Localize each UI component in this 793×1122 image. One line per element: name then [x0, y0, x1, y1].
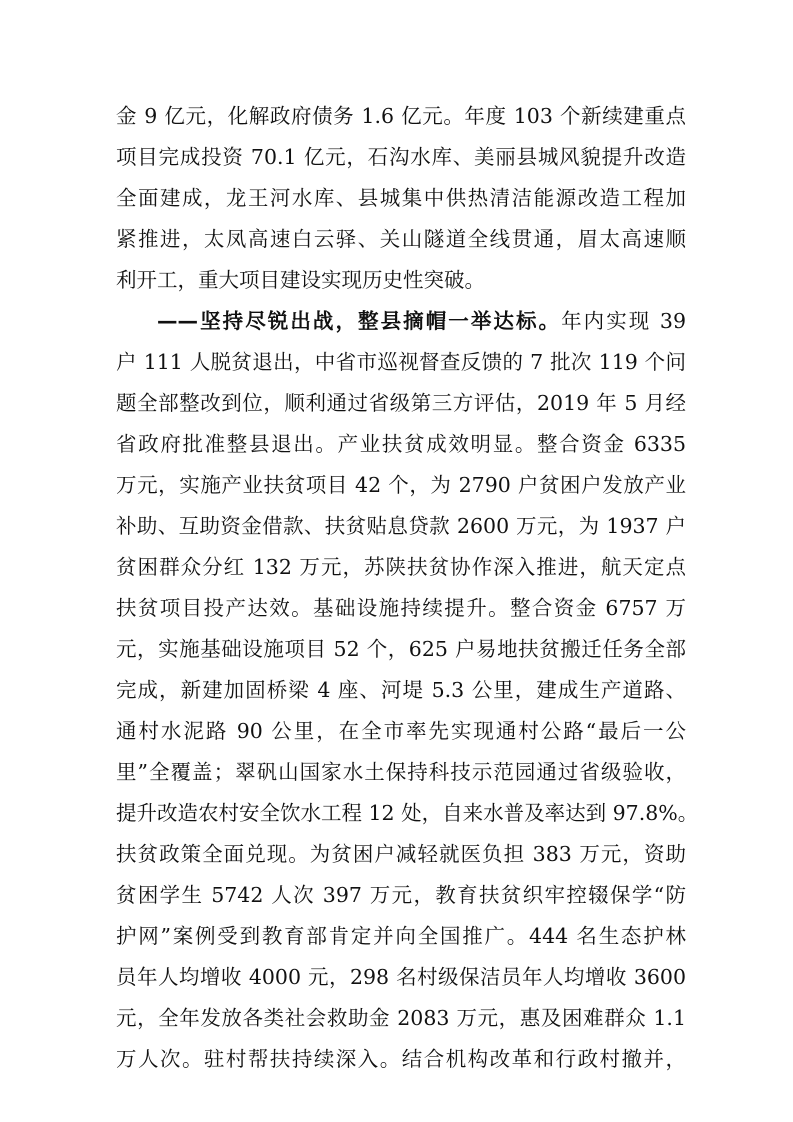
body-text-line: 扶贫项目投产达效。基础设施持续提升。整合资金 6757 万	[116, 596, 686, 620]
body-text-line: 通村水泥路 90 公里，在全市率先实现通村公路“最后一公	[116, 719, 686, 743]
section-lead-heading: ——坚持尽锐出战，整县摘帽一举达标。	[157, 309, 562, 333]
body-text-line: 省政府批准整县退出。产业扶贫成效明显。整合资金 6335	[116, 432, 686, 456]
body-text-line: 户 111 人脱贫退出，中省市巡视督查反馈的 7 批次 119 个问	[116, 350, 686, 374]
body-text: 年内实现 39	[561, 309, 686, 333]
body-text-line: 金 9 亿元，化解政府债务 1.6 亿元。年度 103 个新续建重点	[116, 104, 686, 128]
body-text-line: 项目完成投资 70.1 亿元，石沟水库、美丽县城风貌提升改造	[116, 145, 686, 169]
body-text-line: 紧推进，太凤高速白云驿、关山隧道全线贯通，眉太高速顺	[116, 227, 686, 251]
body-text-line: 元，全年发放各类社会救助金 2083 万元，惠及困难群众 1.1	[116, 1006, 686, 1030]
body-text-line: 万人次。驻村帮扶持续深入。结合机构改革和行政村撤并，	[116, 1047, 686, 1071]
body-text-line: 护网”案例受到教育部肯定并向全国推广。444 名生态护林	[116, 924, 686, 948]
body-text-line: 贫困群众分红 132 万元，苏陕扶贫协作深入推进，航天定点	[116, 555, 686, 579]
body-text-line: 扶贫政策全面兑现。为贫困户减轻就医负担 383 万元，资助	[116, 842, 686, 866]
body-text-line: 全面建成，龙王河水库、县城集中供热清洁能源改造工程加	[116, 186, 686, 210]
body-text-line: 贫困学生 5742 人次 397 万元，教育扶贫织牢控辍保学“防	[116, 883, 686, 907]
body-text-line: 员年人均增收 4000 元，298 名村级保洁员年人均增收 3600	[116, 965, 686, 989]
paragraph-first-line	[157, 305, 686, 337]
body-text-line: 补助、互助资金借款、扶贫贴息贷款 2600 万元，为 1937 户	[116, 514, 686, 538]
body-text-line: 完成，新建加固桥梁 4 座、河堤 5.3 公里，建成生产道路、	[116, 678, 686, 702]
body-text-line: 利开工，重大项目建设实现历史性突破。	[116, 268, 485, 292]
body-text-line: 元，实施基础设施项目 52 个，625 户易地扶贫搬迁任务全部	[116, 637, 686, 661]
body-text-line: 提升改造农村安全饮水工程 12 处，自来水普及率达到 97.8%。	[116, 801, 699, 825]
body-text-line: 题全部整改到位，顺利通过省级第三方评估，2019 年 5 月经	[116, 391, 686, 415]
body-text-line: 里”全覆盖；翠矾山国家水土保持科技示范园通过省级验收，	[116, 760, 686, 784]
body-text-line: 万元，实施产业扶贫项目 42 个，为 2790 户贫困户发放产业	[116, 473, 686, 497]
